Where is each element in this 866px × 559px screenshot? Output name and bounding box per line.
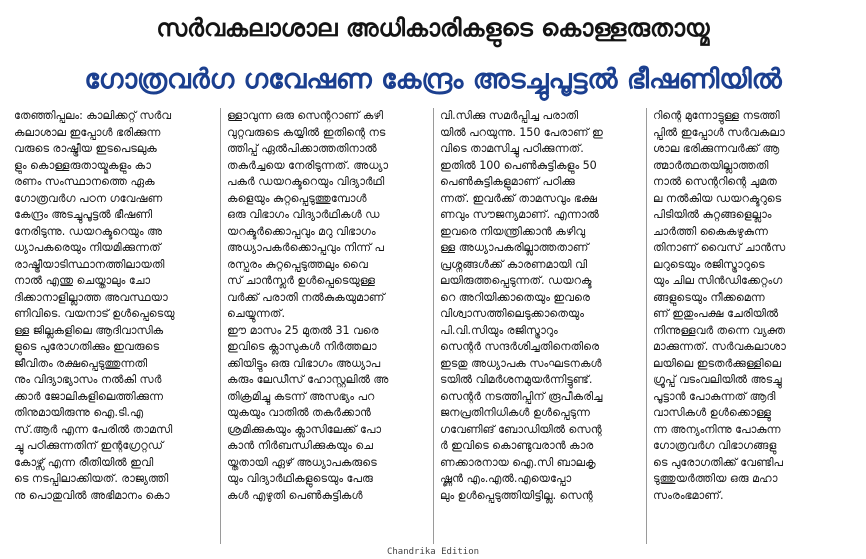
article-line: വർക്ക് പരാതി നൽകുകയുമാണ് <box>227 290 385 304</box>
article-line: ണിവിടെ. വയനാട് ഉൾപ്പെടെയു <box>14 307 175 320</box>
article-line: റിന്റെ മുന്നോട്ടുള്ള നടത്തി <box>653 109 780 122</box>
article-line: തകർച്ചയെ നേരിടുന്നത്. അധ്യാ <box>227 158 389 172</box>
article-line: ണവും സൗജന്യമാണ്. എന്നാൽ <box>440 208 599 221</box>
article-line: ജനപ്രതിനിധികൾ ഉൾപ്പെടുന്ന <box>440 406 591 419</box>
article-line: തിനുമായിരുന്നു ഐ.ടി.എ <box>14 406 144 419</box>
article-line: ന്ന അന്യംനിന്നു പോകുന്ന <box>653 422 781 436</box>
article-line: പി.വി.സിയും രജിസ്ട്രാറും <box>440 323 558 337</box>
article-line: മാക്കുന്നത്. സർവകലാശാ <box>653 340 786 353</box>
article-line: ലും ഉൾപ്പെടുത്തിയിട്ടില്ല. സെന്റ <box>440 488 593 502</box>
article-line: ള്ള അധ്യാപകരില്ലാത്തതാണ് <box>440 241 589 254</box>
article-line: സെന്റർ സന്ദർശിച്ചതിനെതിരെ <box>440 340 600 353</box>
article-line: ല നൽകിയ ഡയറക്ടറുടെ <box>653 191 782 205</box>
article-column-4 <box>647 108 860 544</box>
article-line: ജീവിതം രക്ഷപ്പെടുത്തുന്നതി <box>14 356 148 370</box>
headline: സർവകലാശാല അധികാരികളുടെ കൊള്ളരുതായ്മ <box>156 14 710 42</box>
article-line: ലറുടെയും രജിസ്ട്രാറുടെ <box>653 257 765 271</box>
article-line: രസ്പരം കുറ്റപ്പെടുത്തലും വൈ <box>227 257 368 271</box>
article-line: ടെ പുരോഗതിക്ക് വേണ്ടിപ <box>653 455 783 469</box>
article-line: സംരംഭമാണ്. <box>653 488 724 502</box>
article-line: ഈ മാസം 25 മുതൽ 31 വരെ <box>227 323 379 337</box>
article-line: പൂട്ടാൻ പോകുന്നത് ആദി <box>653 389 776 403</box>
article-line: ങ്ങളുടെയും നീക്കമെന്ന <box>653 290 765 304</box>
article-line: വിടെ താമസിച്ചു പഠിക്കുന്നത്. <box>440 142 584 155</box>
article-line: ഷ്ണൻ എം.എൽ.എയെപ്പോ <box>440 472 572 485</box>
article-line: ത്തിപ്പ് ഏൽപിക്കാത്തതിനാൽ <box>227 142 377 155</box>
article-line: കരും ലേഡീസ് ഹോസ്റ്റലിൽ അ <box>227 373 389 386</box>
article-line: വുറ്റവരുടെ കയ്യിൽ ഇതിന്റെ നട <box>227 125 386 139</box>
article-line: ഗോത്രവർഗ വിഭാഗങ്ങളു <box>653 439 777 452</box>
article-line: ലയിരുത്തപ്പെടുന്നത്. ഡയറക്ട <box>440 274 592 287</box>
article-line: യും വിദ്യാർഥികളുടെയും പേരു <box>227 472 373 485</box>
article-line: ക്കാർ ജോലികളിലെത്തിക്കുന്ന <box>14 389 164 403</box>
article-line: നിന്നുള്ളവർ തന്നെ വ്യക്ത <box>653 323 786 337</box>
edition-footer: Chandrika Edition <box>386 547 480 557</box>
article-line: ഗ്രൂപ്പ് വടംവലിയിൽ അടച്ചു <box>653 373 782 386</box>
article-line: നാൽ സെന്ററിന്റെ ചുമത <box>653 175 777 188</box>
article-line: ചാർത്തി കൈകഴുകുന്ന <box>653 224 769 238</box>
article-line: ള്ളാവുന്ന ഒരു സെന്ററാണ് കഴി <box>227 109 383 122</box>
article-line: വരുടെ രാഷ്ട്രീയ ഇടപെടലുക <box>14 142 157 155</box>
article-line: ന്നത്. ഇവർക്ക് താമസവും ഭക്ഷ <box>440 191 598 205</box>
article-line: ഇതിൽ 100 പെൺകുട്ടികളും 50 <box>440 158 597 172</box>
article-line: ചെയ്യുന്നത്. <box>227 307 285 320</box>
article-line: യും ചില സിൻഡിക്കേറ്റംഗ <box>653 274 783 287</box>
article-line: ഇടതു അധ്യാപക സംഘടനകൾ <box>440 356 602 370</box>
article-line: കാൻ നിർബന്ധിക്കുകയും ചെ <box>227 439 374 452</box>
article-line: കളെയും കുറ്റപ്പെടുത്തുമ്പോൾ <box>227 191 367 205</box>
article-line: നേരിടുന്നു. ഡയറക്ടറെയും അ <box>14 224 163 238</box>
article-line: ളും കൊള്ളരുതായ്മകളും കാ <box>14 158 151 172</box>
article-line: രാഷ്ട്രീയാടിസ്ഥാനത്തിലായതി <box>14 257 165 271</box>
article-line: ടയിൽ വിമർശനമുയർന്നിട്ടുണ്ട്. <box>440 373 593 386</box>
article-line: ടെ നടപ്പിലാക്കിയത്. രാജ്യത്തി <box>14 472 169 485</box>
article-line: ച്ചു പഠിക്കുന്നതിന് ഇന്റഗ്രേറ്റഡ് <box>14 439 164 452</box>
article-line: കലാശാല ഇപ്പോൾ ഭരിക്കുന്ന <box>14 125 161 139</box>
article-line: ഇവരെ നിയന്ത്രിക്കാൻ കഴിവു <box>440 224 586 238</box>
article-line: ഗോത്രവർഗ പഠന ഗവേഷണ <box>14 191 163 205</box>
article-line: ഒരു വിഭാഗം വിദ്യാർഥികൾ ഡ <box>227 208 380 221</box>
article-line: ളുടെ പുരോഗതിക്കും ഇവരുടെ <box>14 340 160 353</box>
article-line: ധ്യാപകരെയും നിയമിക്കുന്നത് <box>14 241 161 254</box>
article-line: പ്പിൽ ഇപ്പോൾ സർവകലാ <box>653 125 785 139</box>
article-line: ഇവിടെ ക്ലാസുകൾ നിർത്തലാ <box>227 340 377 353</box>
article-line: പിടിയിൽ കുറ്റങ്ങളെല്ലാം <box>653 208 772 221</box>
article-line: പെൺകുട്ടികളുമാണ് പഠിക്കു <box>440 175 575 188</box>
article-column-2 <box>221 108 434 544</box>
article-line: അധ്യാപകർക്കൊപ്പവും നിന്ന് പ <box>227 241 385 254</box>
article-line: ശ്രമിക്കുകയും ക്ലാസിലേക്ക് പോ <box>227 422 382 436</box>
article-line: പകർ ഡയറക്ടറെയും വിദ്യാർഥി <box>227 175 385 188</box>
article-line: നാൽ എന്തു ചെയ്താലും ചോ <box>14 274 151 287</box>
article-line: ദിക്കാനാളില്ലാത്ത അവസ്ഥയാ <box>14 290 168 304</box>
article-line: നു പൊതുവിൽ അഭിമാനം കൊ <box>14 488 170 502</box>
article-body <box>8 108 860 544</box>
article-line: യ്തതായി ഏഴ് അധ്യാപകരുടെ <box>227 455 377 469</box>
article-line: തിക്രമിച്ചു കടന്ന് അസഭ്യം പറ <box>227 389 375 403</box>
article-line: യുകയും വാതിൽ തകർക്കാൻ <box>227 406 371 419</box>
article-line: വി.സിക്കു സമർപ്പിച്ച പരാതി <box>440 109 579 122</box>
article-line: ശാല ഭരിക്കുന്നവർക്ക് ആ <box>653 142 780 155</box>
article-line: കൾ എഴുതി പെൺകുട്ടികൾ <box>227 488 363 502</box>
article-line: നും വിദ്യാഭ്യാസം നൽകി സർ <box>14 373 162 386</box>
article-line: വാസികൾ ഉൾക്കൊള്ളു <box>653 406 772 419</box>
article-line: സെന്റർ നടത്തിപ്പിന് രൂപീകരിച്ച <box>440 389 603 403</box>
article-line: തേഞ്ഞിപ്പലം: കാലിക്കറ്റ് സർവ <box>14 109 172 122</box>
article-line: ത്മാർത്ഥതയില്ലാത്തതി <box>653 158 769 172</box>
article-line: സ്.ആർ എന്ന പേരിൽ താമസി <box>14 422 173 436</box>
article-line: യിൽ പറയുന്നു. 150 പേരാണ് ഇ <box>440 125 603 139</box>
article-line: ലയിലെ ഇടതർക്കുള്ളിലെ <box>653 356 782 370</box>
article-line: ർ ഇവിടെ കൊണ്ടുവരാൻ കാര <box>440 439 594 452</box>
article-column-1 <box>8 108 221 544</box>
article-line: റെ അറിയിക്കാതെയും ഇവരെ <box>440 290 590 304</box>
article-line: ണ് ഇതുംപക്ഷ ചേരിയിൽ <box>653 307 779 320</box>
article-line: കേന്ദ്രം അടച്ചുപൂട്ടൽ ഭീഷണി <box>14 208 153 221</box>
article-line: കോഴ്സ് എന്ന രീതിയിൽ ഇവി <box>14 455 154 469</box>
article-line: പ്രശ്നങ്ങൾക്ക് കാരണമായി വി <box>440 257 588 271</box>
article-line: ഗവേണിങ് ബോഡിയിൽ സെന്റ <box>440 422 602 436</box>
article-line: രണം സംസ്ഥാനത്തെ ഏക <box>14 175 155 188</box>
article-line: തിനാണ് വൈസ് ചാൻസ <box>653 241 786 254</box>
article-line: യറക്ടർക്കൊപ്പവും മറു വിഭാഗം <box>227 224 376 238</box>
article-line: ക്കിയിട്ടും ഒരു വിഭാഗം അധ്യാപ <box>227 356 381 370</box>
article-line: ള്ള ജില്ലകളിലെ ആദിവാസിക <box>14 323 164 337</box>
subheadline: ഗോത്രവർഗ ഗവേഷണ കേന്ദ്രം അടച്ചുപൂട്ടൽ ഭീഷണിയിൽ <box>84 64 782 95</box>
article-column-3 <box>434 108 647 544</box>
article-line: സ് ചാൻസ്ലർ ഉൾപ്പെടെയുള്ള <box>227 274 376 287</box>
article-line: ണക്കാരനായ ഐ.സി ബാലകൃ <box>440 455 596 469</box>
article-line: വിശ്വാസത്തിലെടുക്കാതെയും <box>440 307 584 320</box>
article-line: ടുത്തുയർത്തിയ ഒരു മഹാ <box>653 472 778 485</box>
